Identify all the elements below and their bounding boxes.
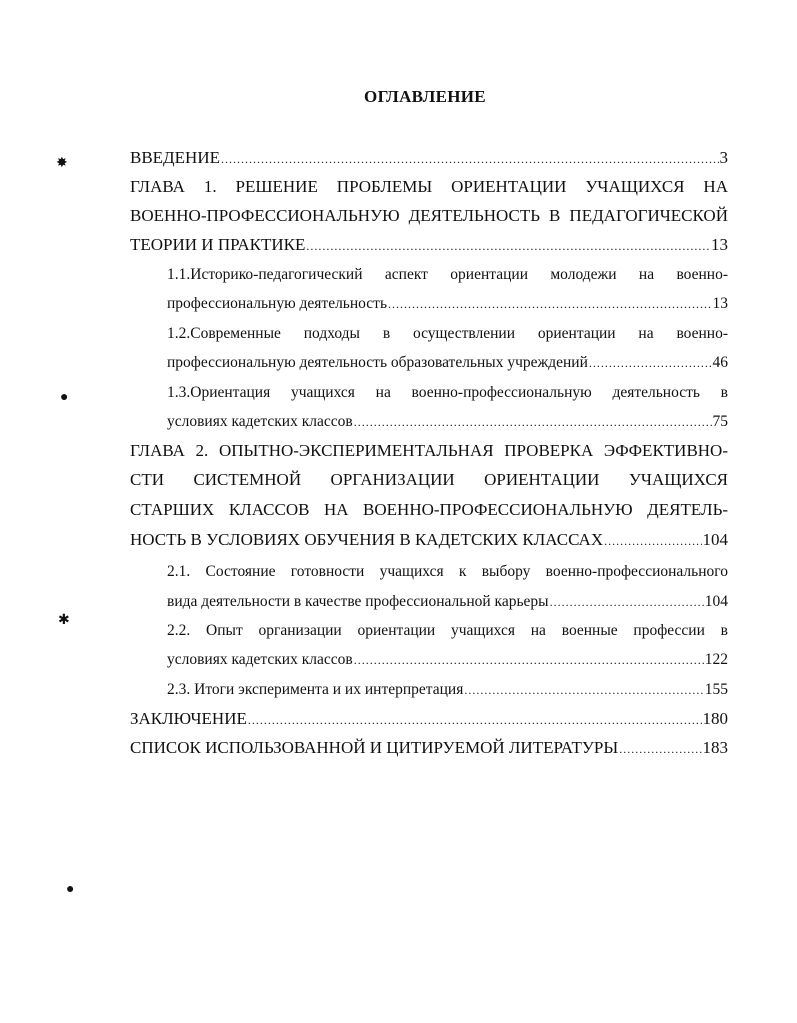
toc-entry-2-1-line1[interactable]: 2.1. Состояние готовности учащихся к выбору военно-профессионального xyxy=(167,563,728,580)
leader-dots xyxy=(354,408,712,436)
toc-entry-ch1-line3[interactable] xyxy=(130,231,728,259)
entry-text: профессиональную деятельность xyxy=(167,295,388,312)
leader-dots xyxy=(550,588,704,616)
toc-entry-1-1-line1[interactable]: 1.1.Историко-педагогический аспект ориентации молодежи на военно- xyxy=(167,266,728,283)
toc-title: ОГЛАВЛЕНИЕ xyxy=(364,87,486,106)
leader-dots xyxy=(589,349,712,377)
toc-entry-1-2-line1[interactable]: 1.2.Современные подходы в осуществлении ориентации на военно- xyxy=(167,325,728,342)
entry-text: НОСТЬ В УСЛОВИЯХ ОБУЧЕНИЯ В КАДЕТСКИХ КЛАССАХ xyxy=(130,530,604,549)
leader-dots xyxy=(354,646,704,674)
toc-entry-1-3-line1[interactable]: 1.3.Ориентация учащихся на военно-профессиональную деятельность в xyxy=(167,384,728,401)
leader-dots xyxy=(464,676,703,704)
toc-entry-ch2-line4[interactable] xyxy=(130,526,728,554)
entry-page: 3 xyxy=(719,148,728,167)
scan-speck-3: ✱ xyxy=(58,613,70,628)
toc-entry-1-3-line2[interactable] xyxy=(167,408,728,436)
leader-dots xyxy=(604,527,701,554)
scan-speck-1: ✸ xyxy=(56,156,68,171)
entry-page: 104 xyxy=(704,593,728,610)
toc-entry-intro[interactable] xyxy=(130,144,728,172)
entry-page: 104 xyxy=(702,530,728,549)
toc-entry-bibliography[interactable] xyxy=(130,734,728,762)
toc-entry-ch1-line1[interactable]: ГЛАВА 1. РЕШЕНИЕ ПРОБЛЕМЫ ОРИЕНТАЦИИ УЧАЩИХСЯ НА xyxy=(130,177,728,196)
leader-dots xyxy=(221,145,719,172)
entry-text: условиях кадетских классов xyxy=(167,651,353,668)
entry-page: 155 xyxy=(704,681,728,698)
entry-page: 13 xyxy=(712,295,728,312)
leader-dots xyxy=(248,706,702,733)
toc-entry-ch2-line2[interactable]: СТИ СИСТЕМНОЙ ОРГАНИЗАЦИИ ОРИЕНТАЦИИ УЧАЩИХСЯ xyxy=(130,470,728,489)
entry-page: 122 xyxy=(704,651,728,668)
leader-dots xyxy=(619,735,701,762)
entry-text: профессиональную деятельность образовательных учреждений xyxy=(167,354,588,371)
entry-page: 75 xyxy=(712,413,728,430)
entry-page: 13 xyxy=(711,235,728,254)
entry-text: ТЕОРИИ И ПРАКТИКЕ xyxy=(130,235,306,254)
entry-text: СПИСОК ИСПОЛЬЗОВАННОЙ И ЦИТИРУЕМОЙ ЛИТЕРАТУРЫ xyxy=(130,738,619,757)
entry-page: 46 xyxy=(712,354,728,371)
toc-entry-2-2-line2[interactable] xyxy=(167,646,728,674)
entry-text: ЗАКЛЮЧЕНИЕ xyxy=(130,709,247,728)
scan-speck-4: ● xyxy=(66,882,75,897)
entry-text: ВВЕДЕНИЕ xyxy=(130,148,220,167)
entry-text: условиях кадетских классов xyxy=(167,413,353,430)
toc-entry-ch2-line1[interactable]: ГЛАВА 2. ОПЫТНО-ЭКСПЕРИМЕНТАЛЬНАЯ ПРОВЕРКА ЭФФЕКТИВНО- xyxy=(130,441,728,460)
toc-entry-1-2-line2[interactable] xyxy=(167,349,728,377)
toc-entry-2-3[interactable] xyxy=(167,676,728,704)
toc-entry-ch2-line3[interactable]: СТАРШИХ КЛАССОВ НА ВОЕННО-ПРОФЕССИОНАЛЬНУЮ ДЕЯТЕЛЬ- xyxy=(130,500,728,519)
toc-entry-conclusion[interactable] xyxy=(130,705,728,733)
scan-speck-2: ● xyxy=(60,390,69,405)
entry-page: 183 xyxy=(702,738,728,757)
toc-entry-2-2-line1[interactable]: 2.2. Опыт организации ориентации учащихся на военные профессии в xyxy=(167,622,728,639)
toc-entry-ch1-line2[interactable]: ВОЕННО-ПРОФЕССИОНАЛЬНУЮ ДЕЯТЕЛЬНОСТЬ В ПЕДАГОГИЧЕСКОЙ xyxy=(130,206,728,225)
toc-entry-2-1-line2[interactable] xyxy=(167,588,728,616)
entry-text: вида деятельности в качестве профессиональной карьеры xyxy=(167,593,549,610)
toc-entry-1-1-line2[interactable] xyxy=(167,290,728,318)
leader-dots xyxy=(306,232,710,259)
entry-text: 2.3. Итоги эксперимента и их интерпретация xyxy=(167,681,464,698)
leader-dots xyxy=(388,290,711,318)
entry-page: 180 xyxy=(702,709,728,728)
